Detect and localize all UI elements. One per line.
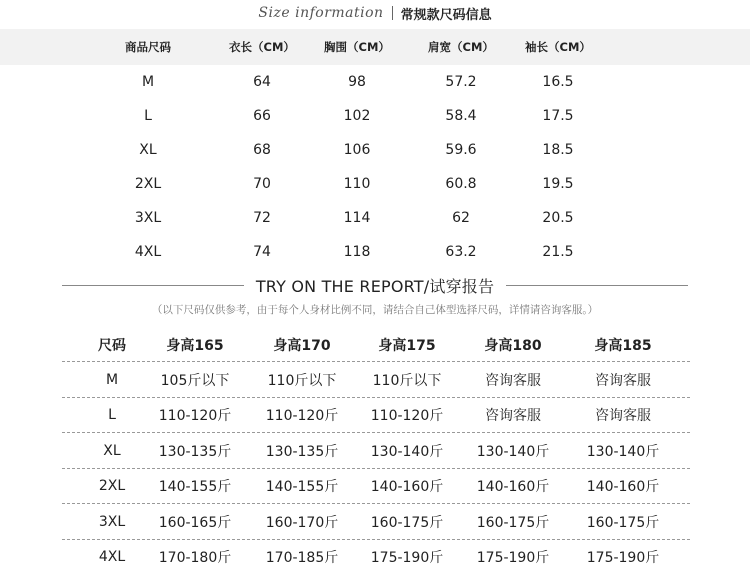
fit-cell: 130-140斤 [370, 443, 444, 460]
table-row [62, 469, 690, 505]
size-cell: 58.4 [445, 108, 477, 124]
fit-cell: 170-185斤 [265, 550, 339, 567]
table-row [0, 99, 750, 133]
size-cell: 59.6 [445, 142, 477, 158]
fit-cell: 140-155斤 [265, 479, 339, 496]
fit-cell: 140-160斤 [476, 479, 550, 496]
fit-cell: 160-175斤 [476, 514, 550, 531]
size-table [0, 29, 750, 269]
fit-cell: 140-160斤 [370, 479, 444, 496]
size-info-header [0, 0, 750, 26]
size-cell: 63.2 [445, 244, 477, 260]
fit-cell: 175-190斤 [586, 550, 660, 567]
size-cell: 2XL [134, 176, 162, 192]
fit-cell: 175-190斤 [370, 550, 444, 567]
table-row [62, 540, 690, 576]
fit-cell: 160-175斤 [370, 514, 444, 531]
title-rule-right [506, 285, 688, 286]
fit-cell: 170-180斤 [158, 550, 232, 567]
size-cell: L [144, 108, 152, 124]
fit-cell: 160-165斤 [158, 514, 232, 531]
header-chinese-title: 常规款尺码信息 [400, 7, 492, 23]
try-on-table-header [62, 328, 690, 362]
fit-cell: 160-175斤 [586, 514, 660, 531]
try-on-table [62, 328, 690, 575]
fit-cell: M [105, 371, 119, 388]
fit-header-cell: 身高175 [378, 338, 436, 354]
fit-header-cell: 身高165 [166, 338, 224, 354]
size-cell: 106 [343, 142, 371, 158]
title-rule-left [62, 285, 244, 286]
fit-cell: L [108, 407, 116, 424]
fit-header-cell: 身高180 [484, 338, 542, 354]
size-disclaimer-note: （以下尺码仅供参考，由于每个人身材比例不同，请结合自己体型选择尺码，详情请咨询客服。） [151, 304, 599, 316]
fit-cell: 咨询客服 [595, 408, 651, 425]
fit-cell: 咨询客服 [485, 408, 541, 425]
size-cell: 3XL [134, 210, 162, 226]
table-row [0, 167, 750, 201]
table-row [0, 133, 750, 167]
size-cell: 66 [253, 108, 271, 124]
fit-cell: 130-140斤 [586, 443, 660, 460]
size-cell: 17.5 [542, 108, 574, 124]
size-header-cell: 商品尺码 [125, 40, 171, 54]
size-cell: 62 [452, 210, 470, 226]
header-divider [392, 6, 393, 20]
size-cell: 70 [253, 176, 271, 192]
size-cell: 98 [348, 74, 366, 90]
size-cell: XL [139, 142, 157, 158]
fit-cell: 140-160斤 [586, 479, 660, 496]
fit-cell: 110-120斤 [158, 408, 232, 425]
fit-cell: 110斤以下 [267, 372, 337, 389]
table-row [62, 433, 690, 469]
fit-cell: 105斤以下 [160, 372, 230, 389]
fit-header-cell: 身高185 [594, 338, 652, 354]
size-header-cell: 袖长（CM） [525, 40, 591, 54]
size-cell: 68 [253, 142, 271, 158]
size-cell: 18.5 [542, 142, 574, 158]
size-cell: 74 [253, 244, 271, 260]
fit-header-cell: 尺码 [98, 338, 126, 354]
header-english-title: Size information [258, 5, 384, 21]
table-row [62, 398, 690, 434]
table-row [0, 201, 750, 235]
size-header-cell: 肩宽（CM） [428, 40, 494, 54]
fit-cell: 2XL [98, 478, 126, 495]
fit-cell: 110斤以下 [372, 372, 442, 389]
fit-cell: 110-120斤 [265, 408, 339, 425]
size-cell: 114 [343, 210, 371, 226]
fit-cell: 咨询客服 [595, 372, 651, 389]
size-header-cell: 衣长（CM） [229, 40, 295, 54]
size-cell: 4XL [134, 244, 162, 260]
table-row [0, 65, 750, 99]
table-row [0, 235, 750, 269]
fit-cell: 咨询客服 [485, 372, 541, 389]
fit-cell: 160-170斤 [265, 514, 339, 531]
fit-cell: XL [103, 442, 121, 459]
size-cell: 21.5 [542, 244, 574, 260]
report-title: TRY ON THE REPORT/试穿报告 [255, 276, 495, 296]
size-cell: 16.5 [542, 74, 574, 90]
size-cell: 19.5 [542, 176, 574, 192]
fit-cell: 3XL [98, 513, 126, 530]
size-cell: M [141, 74, 155, 90]
fit-cell: 4XL [98, 549, 126, 566]
size-cell: 60.8 [445, 176, 477, 192]
fit-cell: 175-190斤 [476, 550, 550, 567]
size-cell: 64 [253, 74, 271, 90]
report-title-bar [0, 272, 750, 298]
fit-header-cell: 身高170 [273, 338, 331, 354]
table-row [62, 504, 690, 540]
fit-cell: 130-135斤 [265, 443, 339, 460]
size-cell: 57.2 [445, 74, 477, 90]
table-row [62, 362, 690, 398]
fit-cell: 110-120斤 [370, 408, 444, 425]
fit-cell: 140-155斤 [158, 479, 232, 496]
size-table-header [0, 29, 750, 65]
size-cell: 20.5 [542, 210, 574, 226]
size-cell: 72 [253, 210, 271, 226]
size-cell: 102 [343, 108, 371, 124]
size-cell: 110 [343, 176, 371, 192]
size-header-cell: 胸围（CM） [324, 40, 390, 54]
fit-cell: 130-135斤 [158, 443, 232, 460]
fit-cell: 130-140斤 [476, 443, 550, 460]
size-cell: 118 [343, 244, 371, 260]
